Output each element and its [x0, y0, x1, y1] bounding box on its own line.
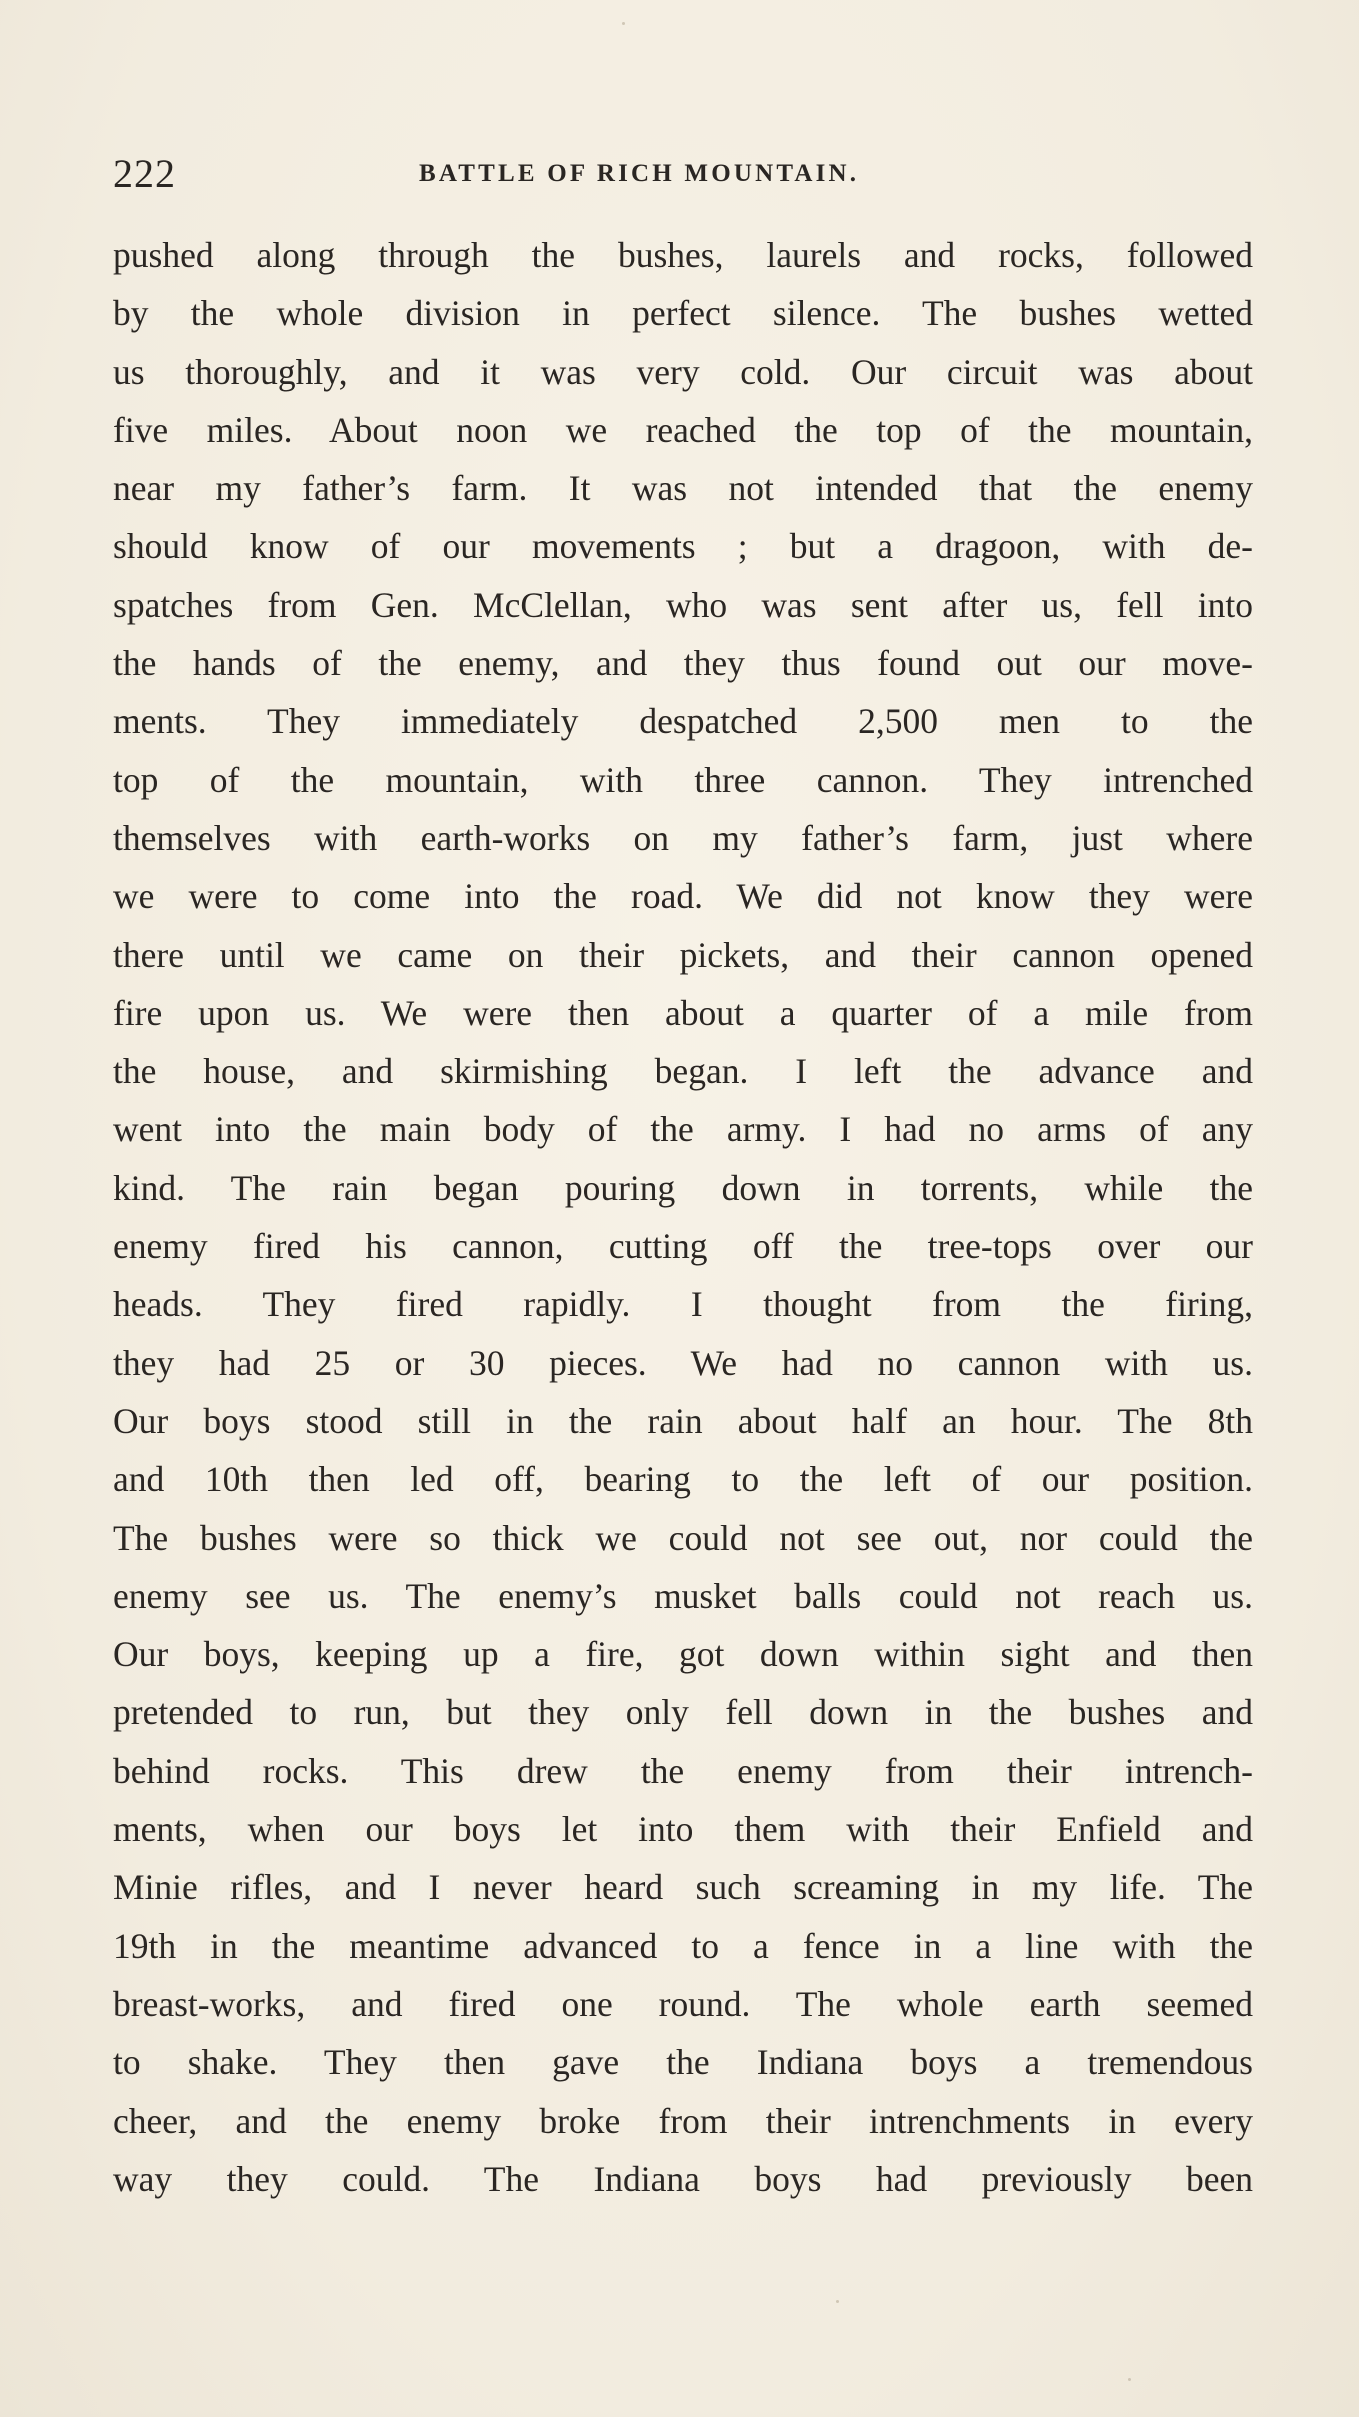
text-line: way they could. The Indiana boys had previously been: [113, 2158, 1253, 2199]
text-line: ments. They immediately despatched 2,500 men to the: [113, 701, 1253, 742]
text-line: went into the main body of the army. I had no arms of any: [113, 1109, 1253, 1150]
text-line: near my father’s farm. It was not intended that the enemy: [113, 468, 1253, 509]
page-header: [113, 150, 1253, 210]
text-line: the hands of the enemy, and they thus found out our move-: [113, 643, 1253, 684]
text-line: pretended to run, but they only fell down in the bushes and: [113, 1692, 1253, 1733]
text-line: 19th in the meantime advanced to a fence in a line with the: [113, 1925, 1253, 1966]
running-head: BATTLE OF RICH MOUNTAIN.: [419, 160, 860, 187]
text-line: they had 25 or 30 pieces. We had no cannon with us.: [113, 1342, 1253, 1383]
text-line: ments, when our boys let into them with their Enfield and: [113, 1809, 1253, 1850]
text-line: Our boys stood still in the rain about half an hour. The 8th: [113, 1400, 1253, 1441]
text-line: should know of our movements ; but a dragoon, with de-: [113, 526, 1253, 567]
text-line: us thoroughly, and it was very cold. Our circuit was about: [113, 351, 1253, 392]
text-line: behind rocks. This drew the enemy from their intrench-: [113, 1750, 1253, 1791]
text-line: breast-works, and fired one round. The whole earth seemed: [113, 1983, 1253, 2024]
paper-speck: [1128, 2378, 1131, 2381]
text-line: Our boys, keeping up a fire, got down within sight and then: [113, 1634, 1253, 1675]
page-number: 222: [113, 151, 176, 196]
paper-speck: [622, 22, 625, 25]
text-line: to shake. They then gave the Indiana boys a tremendous: [113, 2042, 1253, 2083]
text-line: enemy fired his cannon, cutting off the tree-tops over our: [113, 1226, 1253, 1267]
text-line: kind. The rain began pouring down in torrents, while the: [113, 1167, 1253, 1208]
body-text: [113, 226, 1253, 2208]
text-line: pushed along through the bushes, laurels and rocks, followed: [113, 235, 1253, 275]
paper-speck: [836, 2300, 839, 2303]
text-line: by the whole division in perfect silence. The bushes wetted: [113, 293, 1253, 334]
text-line: five miles. About noon we reached the top of the mountain,: [113, 409, 1253, 450]
text-line: top of the mountain, with three cannon. They intrenched: [113, 759, 1253, 800]
text-line: the house, and skirmishing began. I left the advance and: [113, 1051, 1253, 1092]
text-line: and 10th then led off, bearing to the left of our position.: [113, 1459, 1253, 1500]
text-line: there until we came on their pickets, and their cannon opened: [113, 934, 1253, 975]
text-line: cheer, and the enemy broke from their intrenchments in every: [113, 2100, 1253, 2141]
text-line: enemy see us. The enemy’s musket balls could not reach us.: [113, 1575, 1253, 1616]
text-line: The bushes were so thick we could not see out, nor could the: [113, 1517, 1253, 1558]
text-line: we were to come into the road. We did not know they were: [113, 876, 1253, 917]
text-line: themselves with earth-works on my father’s farm, just where: [113, 817, 1253, 858]
text-line: heads. They fired rapidly. I thought from the firing,: [113, 1284, 1253, 1325]
text-line: spatches from Gen. McClellan, who was sent after us, fell into: [113, 584, 1253, 625]
text-line: Minie rifles, and I never heard such screaming in my life. The: [113, 1867, 1253, 1908]
text-line: fire upon us. We were then about a quarter of a mile from: [113, 992, 1253, 1033]
